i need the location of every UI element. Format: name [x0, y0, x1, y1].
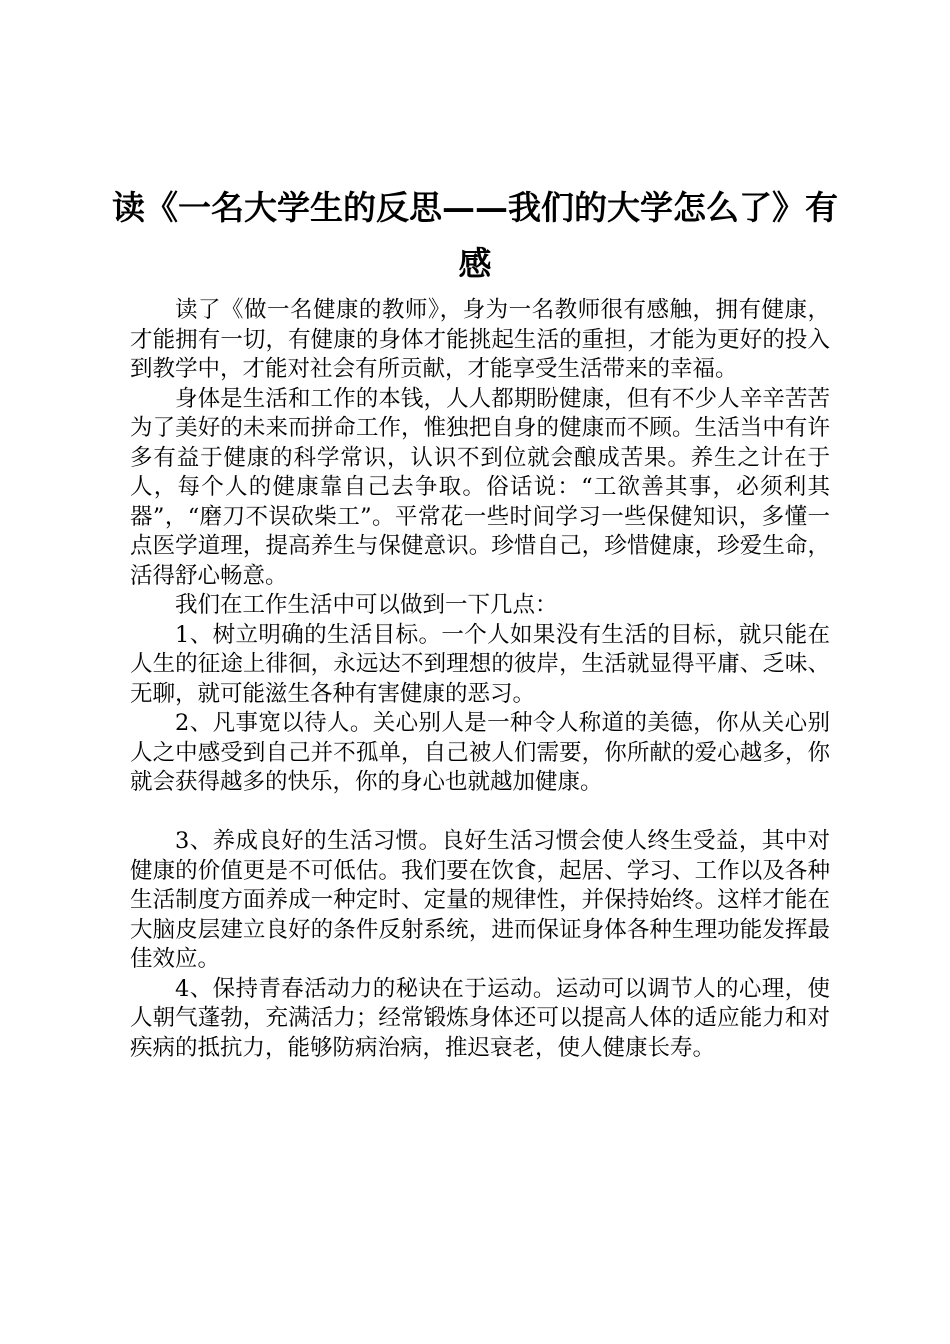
paragraph-point-4: 4、保持青春活动力的秘诀在于运动。运动可以调节人的心理，使人朝气蓬勃，充满活力；经常锻炼身体还可以提高人体的适应能力和对疾病的抵抗力，能够防病治病，推迟衰老，使人健康长寿。: [130, 975, 830, 1061]
paragraph-body-health: 身体是生活和工作的本钱，人人都期盼健康，但有不少人辛辛苦苦为了美好的未来而拼命工作，惟独把自身的健康而不顾。生活当中有许多有益于健康的科学常识，认识不到位就会酿成苦果。养生之计在于人，每个人的健康靠自己去争取。俗话说：“工欲善其事，必须利其器”，“磨刀不误砍柴工”。平常花一些时间学习一些保健知识，多懂一点医学道理，提高养生与保健意识。珍惜自己，珍惜健康，珍爱生命，活得舒心畅意。: [130, 385, 830, 589]
paragraph-point-1: 1、树立明确的生活目标。一个人如果没有生活的目标，就只能在人生的征途上徘徊，永远达不到理想的彼岸，生活就显得平庸、乏味、无聊，就可能滋生各种有害健康的恶习。: [130, 621, 830, 707]
document-body: [130, 296, 830, 1063]
paragraph-point-3: 3、养成良好的生活习惯。良好生活习惯会使人终生受益，其中对健康的价值更是不可低估。我们要在饮食，起居、学习、工作以及各种生活制度方面养成一种定时、定量的规律性，并保持始终。这样才能在大脑皮层建立良好的条件反射系统，进而保证身体各种生理功能发挥最佳效应。: [130, 828, 830, 972]
paragraph-point-2: 2、凡事宽以待人。关心别人是一种令人称道的美德，你从关心别人之中感受到自己并不孤单，自己被人们需要，你所献的爱心越多，你就会获得越多的快乐，你的身心也就越加健康。: [130, 710, 830, 795]
paragraph-intro: 读了《做一名健康的教师》，身为一名教师很有感触，拥有健康，才能拥有一切，有健康的身体才能挑起生活的重担，才能为更好的投入到教学中，才能对社会有所贡献，才能享受生活带来的幸福。: [130, 297, 830, 382]
document-title: 读《一名大学生的反思——我们的大学怎么了》有感: [112, 188, 838, 283]
paragraph-spacer: [130, 798, 830, 828]
paragraph-list-intro: 我们在工作生活中可以做到一下几点：: [175, 592, 558, 618]
